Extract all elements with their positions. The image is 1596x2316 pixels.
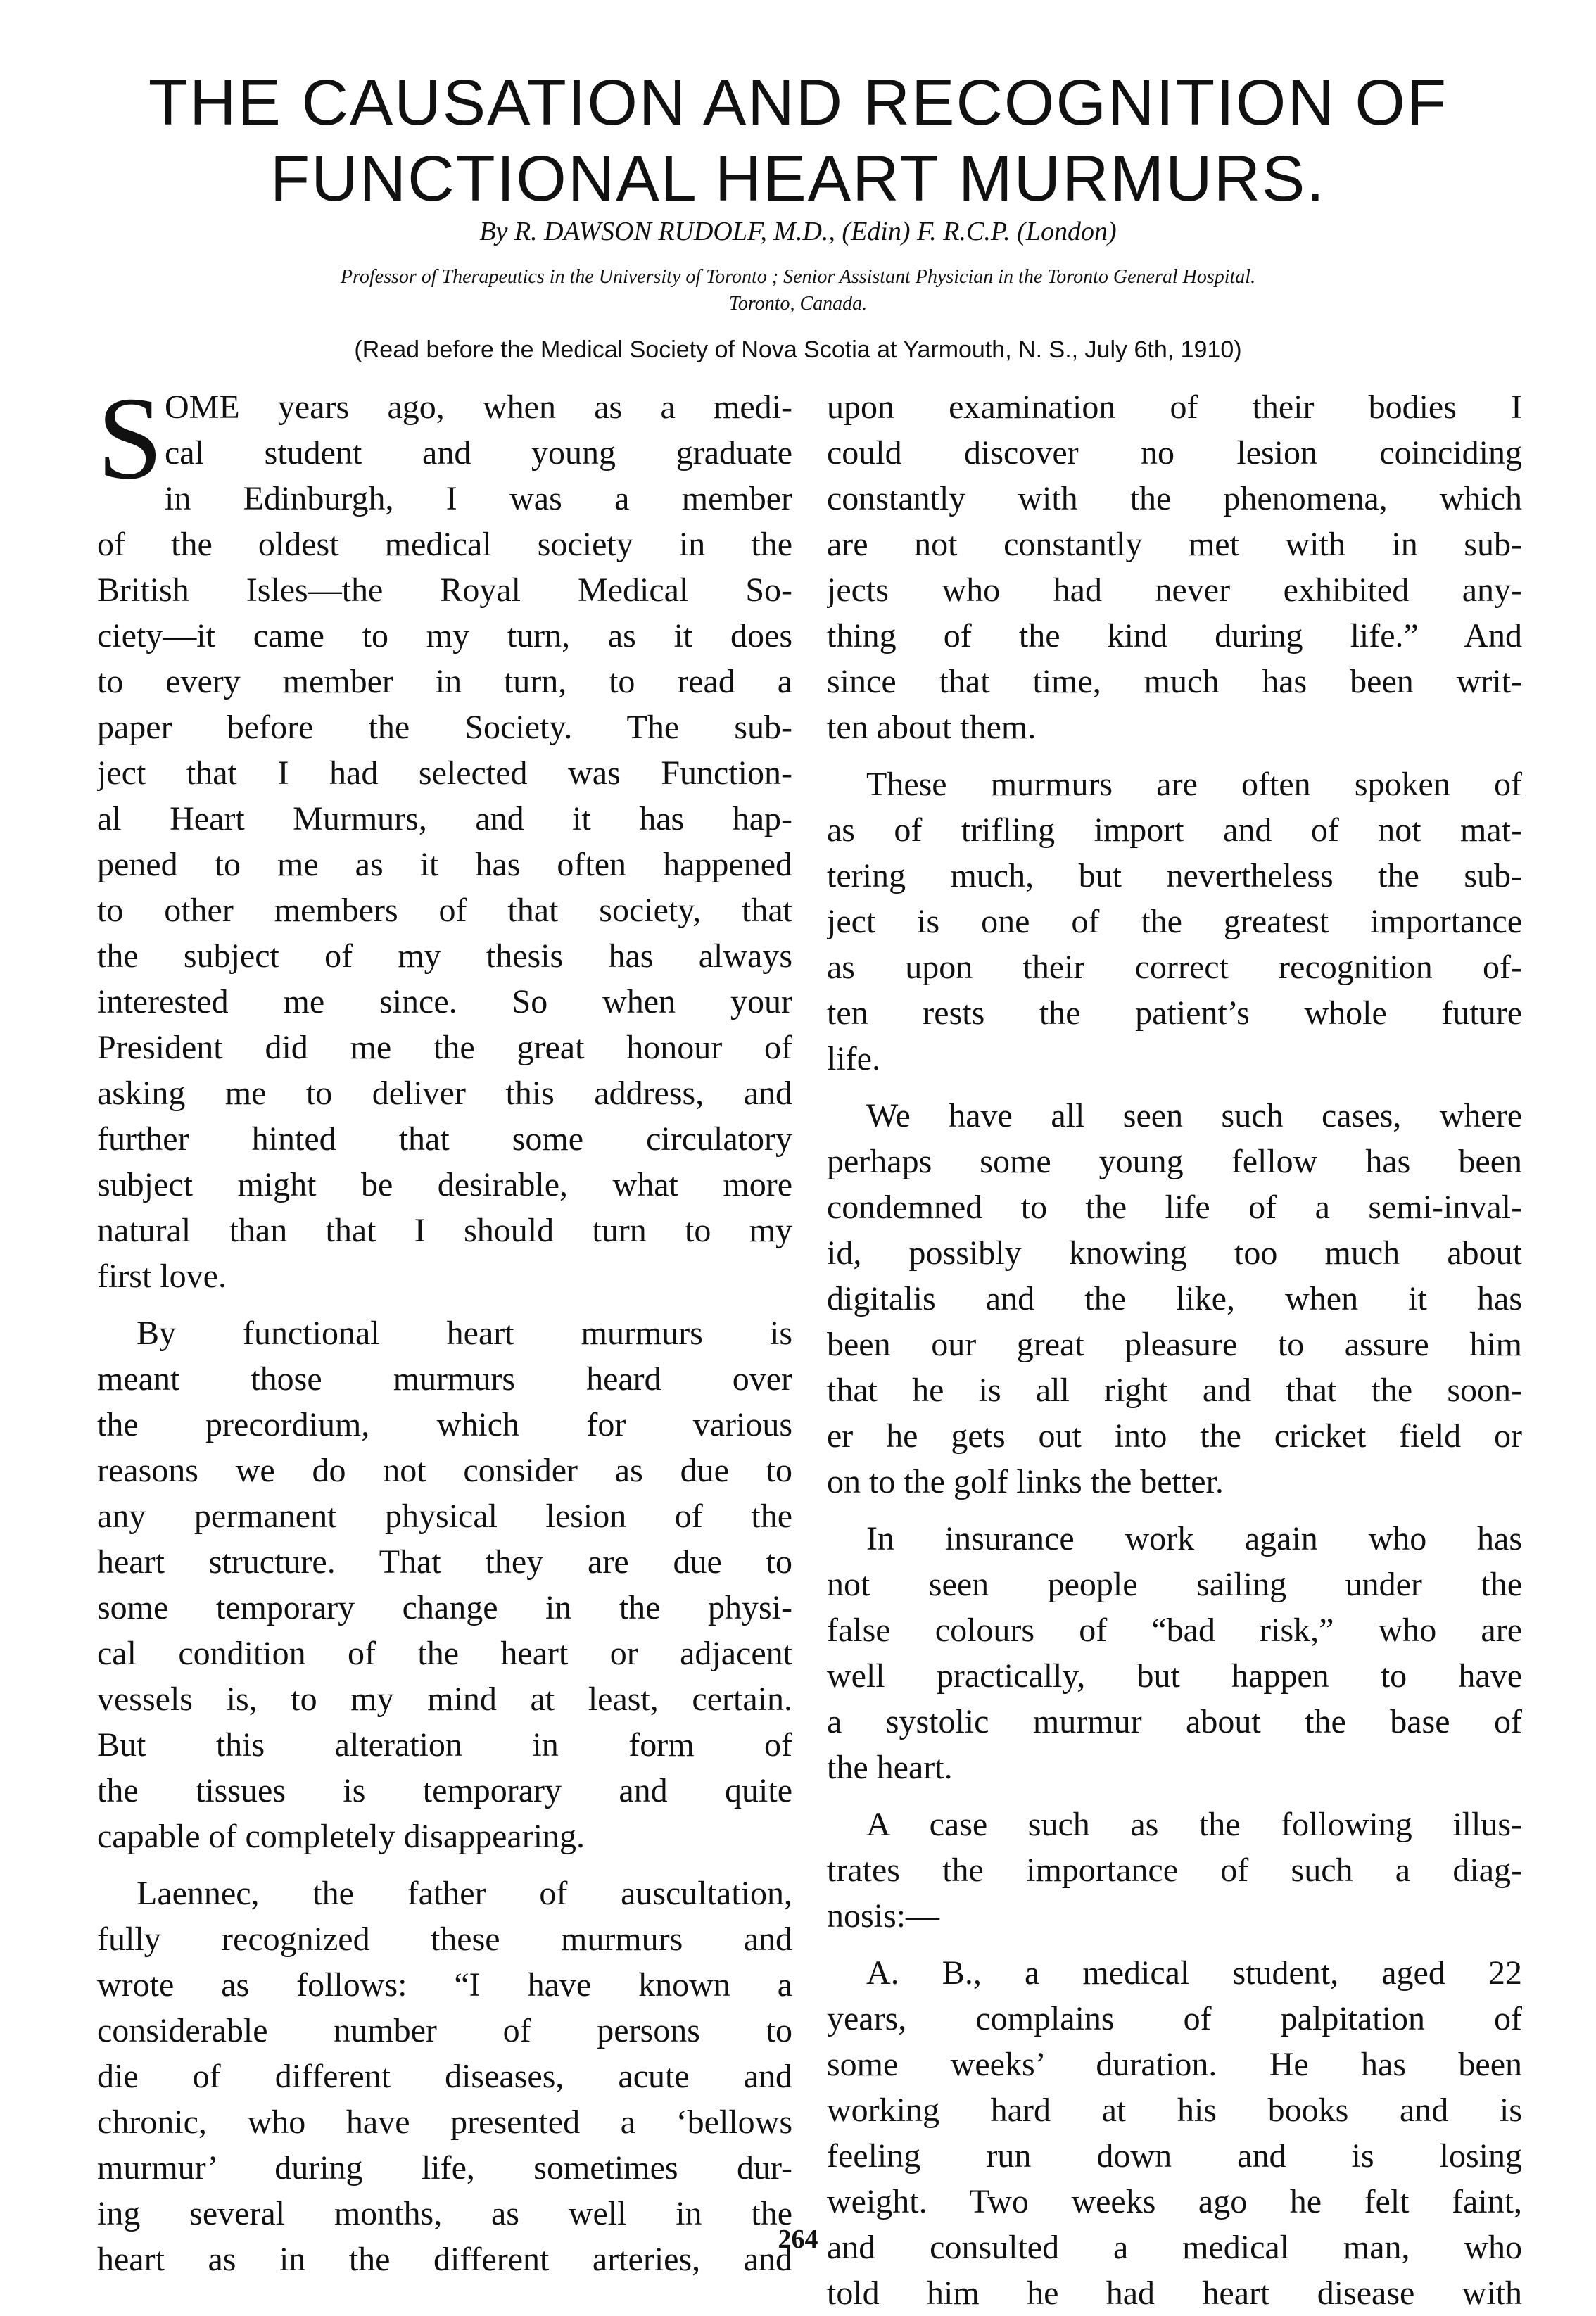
text-line: of the oldest medical society in the [97,526,792,563]
text-line: natural than that I should turn to my [97,1212,792,1249]
text-line: trates the importance of such a diag- [827,1852,1522,1889]
text-line: as of trifling import and of not mat- [827,811,1522,849]
affiliation-line-1: Professor of Therapeutics in the University of Toronto ; Senior Assistant Physician in the Toronto General Hospital. [340,266,1256,288]
page-number: 264 [778,2225,818,2254]
text-line: to other members of that society, that [97,892,792,929]
text-line: heart structure. That they are due to [97,1543,792,1581]
text-line: British Isles—the Royal Medical So- [97,571,792,609]
text-line: constantly with the phenomena, which [827,480,1522,517]
text-line: heart as in the different arteries, and [97,2241,792,2278]
text-line: a systolic murmur about the base of [827,1703,1522,1740]
text-line: cal condition of the heart or adjacent [97,1635,792,1672]
text-line: ten rests the patient’s whole future [827,994,1522,1032]
text-line: could discover no lesion coinciding [827,434,1522,472]
text-line: life. [827,1040,880,1077]
text-line: President did me the great honour of [97,1029,792,1066]
text-line: since that time, much has been writ- [827,663,1522,700]
text-line: jects who had never exhibited any- [827,571,1522,609]
text-line: die of different diseases, acute and [97,2058,792,2095]
affiliation-line-2: Toronto, Canada. [728,293,868,315]
text-line: and consulted a medical man, who [827,2229,1522,2266]
text-line: digitalis and the like, when it has [827,1280,1522,1317]
text-line: any permanent physical lesion of the [97,1498,792,1535]
text-line: meant those murmurs heard over [97,1360,792,1398]
text-line: been our great pleasure to assure him [827,1326,1522,1363]
text-line: We have all seen such cases, where [866,1097,1522,1134]
text-line: tering much, but nevertheless the sub- [827,857,1522,894]
text-line: not seen people sailing under the [827,1566,1522,1603]
text-line: ject is one of the greatest importance [827,903,1522,940]
text-line: al Heart Murmurs, and it has hap- [97,800,792,837]
text-line: years, complains of palpitation of [827,2000,1522,2037]
text-line: the subject of my thesis has always [97,937,792,975]
text-line: the tissues is temporary and quite [97,1772,792,1809]
text-line: weight. Two weeks ago he felt faint, [827,2183,1522,2220]
text-line: ten about them. [827,709,1037,746]
text-line: fully recognized these murmurs and [97,1920,792,1958]
text-line: the heart. [827,1749,953,1786]
article-title [70,65,1526,217]
text-line: asking me to deliver this address, and [97,1075,792,1112]
text-line: But this alteration in form of [97,1726,792,1764]
text-line: first love. [97,1258,227,1295]
text-line: thing of the kind during life.” And [827,617,1522,654]
text-line: ing several months, as well in the [97,2195,792,2232]
read-before-note: (Read before the Medical Society of Nova Scotia at Yarmouth, N. S., July 6th, 1910) [354,336,1242,363]
text-line: working hard at his books and is [827,2092,1522,2129]
text-line: perhaps some young fellow has been [827,1143,1522,1180]
text-line: pened to me as it has often happened [97,846,792,883]
text-line: reasons we do not consider as due to [97,1452,792,1489]
text-line: false colours of “bad risk,” who are [827,1612,1522,1649]
drop-cap: S [97,373,163,504]
text-line: A. B., a medical student, aged 22 [866,1954,1522,1992]
text-line: vessels is, to my mind at least, certain. [97,1681,792,1718]
text-line: Laennec, the father of auscultation, [137,1875,792,1912]
text-line: cal student and young graduate [165,434,792,472]
text-line: subject might be desirable, what more [97,1166,792,1203]
text-column-right [827,384,1522,2316]
text-line: considerable number of persons to [97,2012,792,2049]
text-line: condemned to the life of a semi-inval- [827,1189,1522,1226]
text-line: to every member in turn, to read a [97,663,792,700]
text-line: some weeks’ duration. He has been [827,2046,1522,2083]
text-line: These murmurs are often spoken of [866,766,1522,803]
author-affiliation [42,264,1554,317]
text-line: on to the golf links the better. [827,1463,1224,1500]
title-line-1: THE CAUSATION AND RECOGNITION OF [148,67,1448,139]
text-line: paper before the Society. The sub- [97,709,792,746]
text-line: told him he had heart disease with [827,2274,1522,2312]
text-line: as upon their correct recognition of- [827,949,1522,986]
text-line: OME years ago, when as a medi- [165,388,792,426]
text-line: wrote as follows: “I have known a [97,1966,792,2004]
text-line: er he gets out into the cricket field or [827,1417,1522,1455]
text-line: ciety—it came to my turn, as it does [97,617,792,654]
text-line: are not constantly met with in sub- [827,526,1522,563]
text-line: In insurance work again who has [866,1520,1522,1557]
text-line: chronic, who have presented a ‘bellows [97,2103,792,2141]
text-line: id, possibly knowing too much about [827,1234,1522,1272]
text-line: murmur’ during life, sometimes dur- [97,2149,792,2187]
text-line: well practically, but happen to have [827,1657,1522,1695]
author-byline: By R. DAWSON RUDOLF, M.D., (Edin) F. R.C.P. (London) [479,217,1117,246]
text-column-left [97,373,792,2282]
text-line: capable of completely disappearing. [97,1818,585,1855]
text-line: interested me since. So when your [97,983,792,1020]
text-line: the precordium, which for various [97,1406,792,1443]
text-line: some temporary change in the physi- [97,1589,792,1626]
text-line: nosis:— [827,1897,940,1935]
text-line: further hinted that some circulatory [97,1120,792,1158]
text-line: feeling run down and is losing [827,2137,1522,2175]
text-line: that he is all right and that the soon- [827,1372,1522,1409]
title-line-2: FUNCTIONAL HEART MURMURS. [270,143,1326,215]
text-line: in Edinburgh, I was a member [165,480,792,517]
text-line: A case such as the following illus- [866,1806,1522,1843]
text-line: By functional heart murmurs is [137,1315,792,1352]
text-line: upon examination of their bodies I [827,388,1522,426]
text-line: ject that I had selected was Function- [97,754,792,792]
